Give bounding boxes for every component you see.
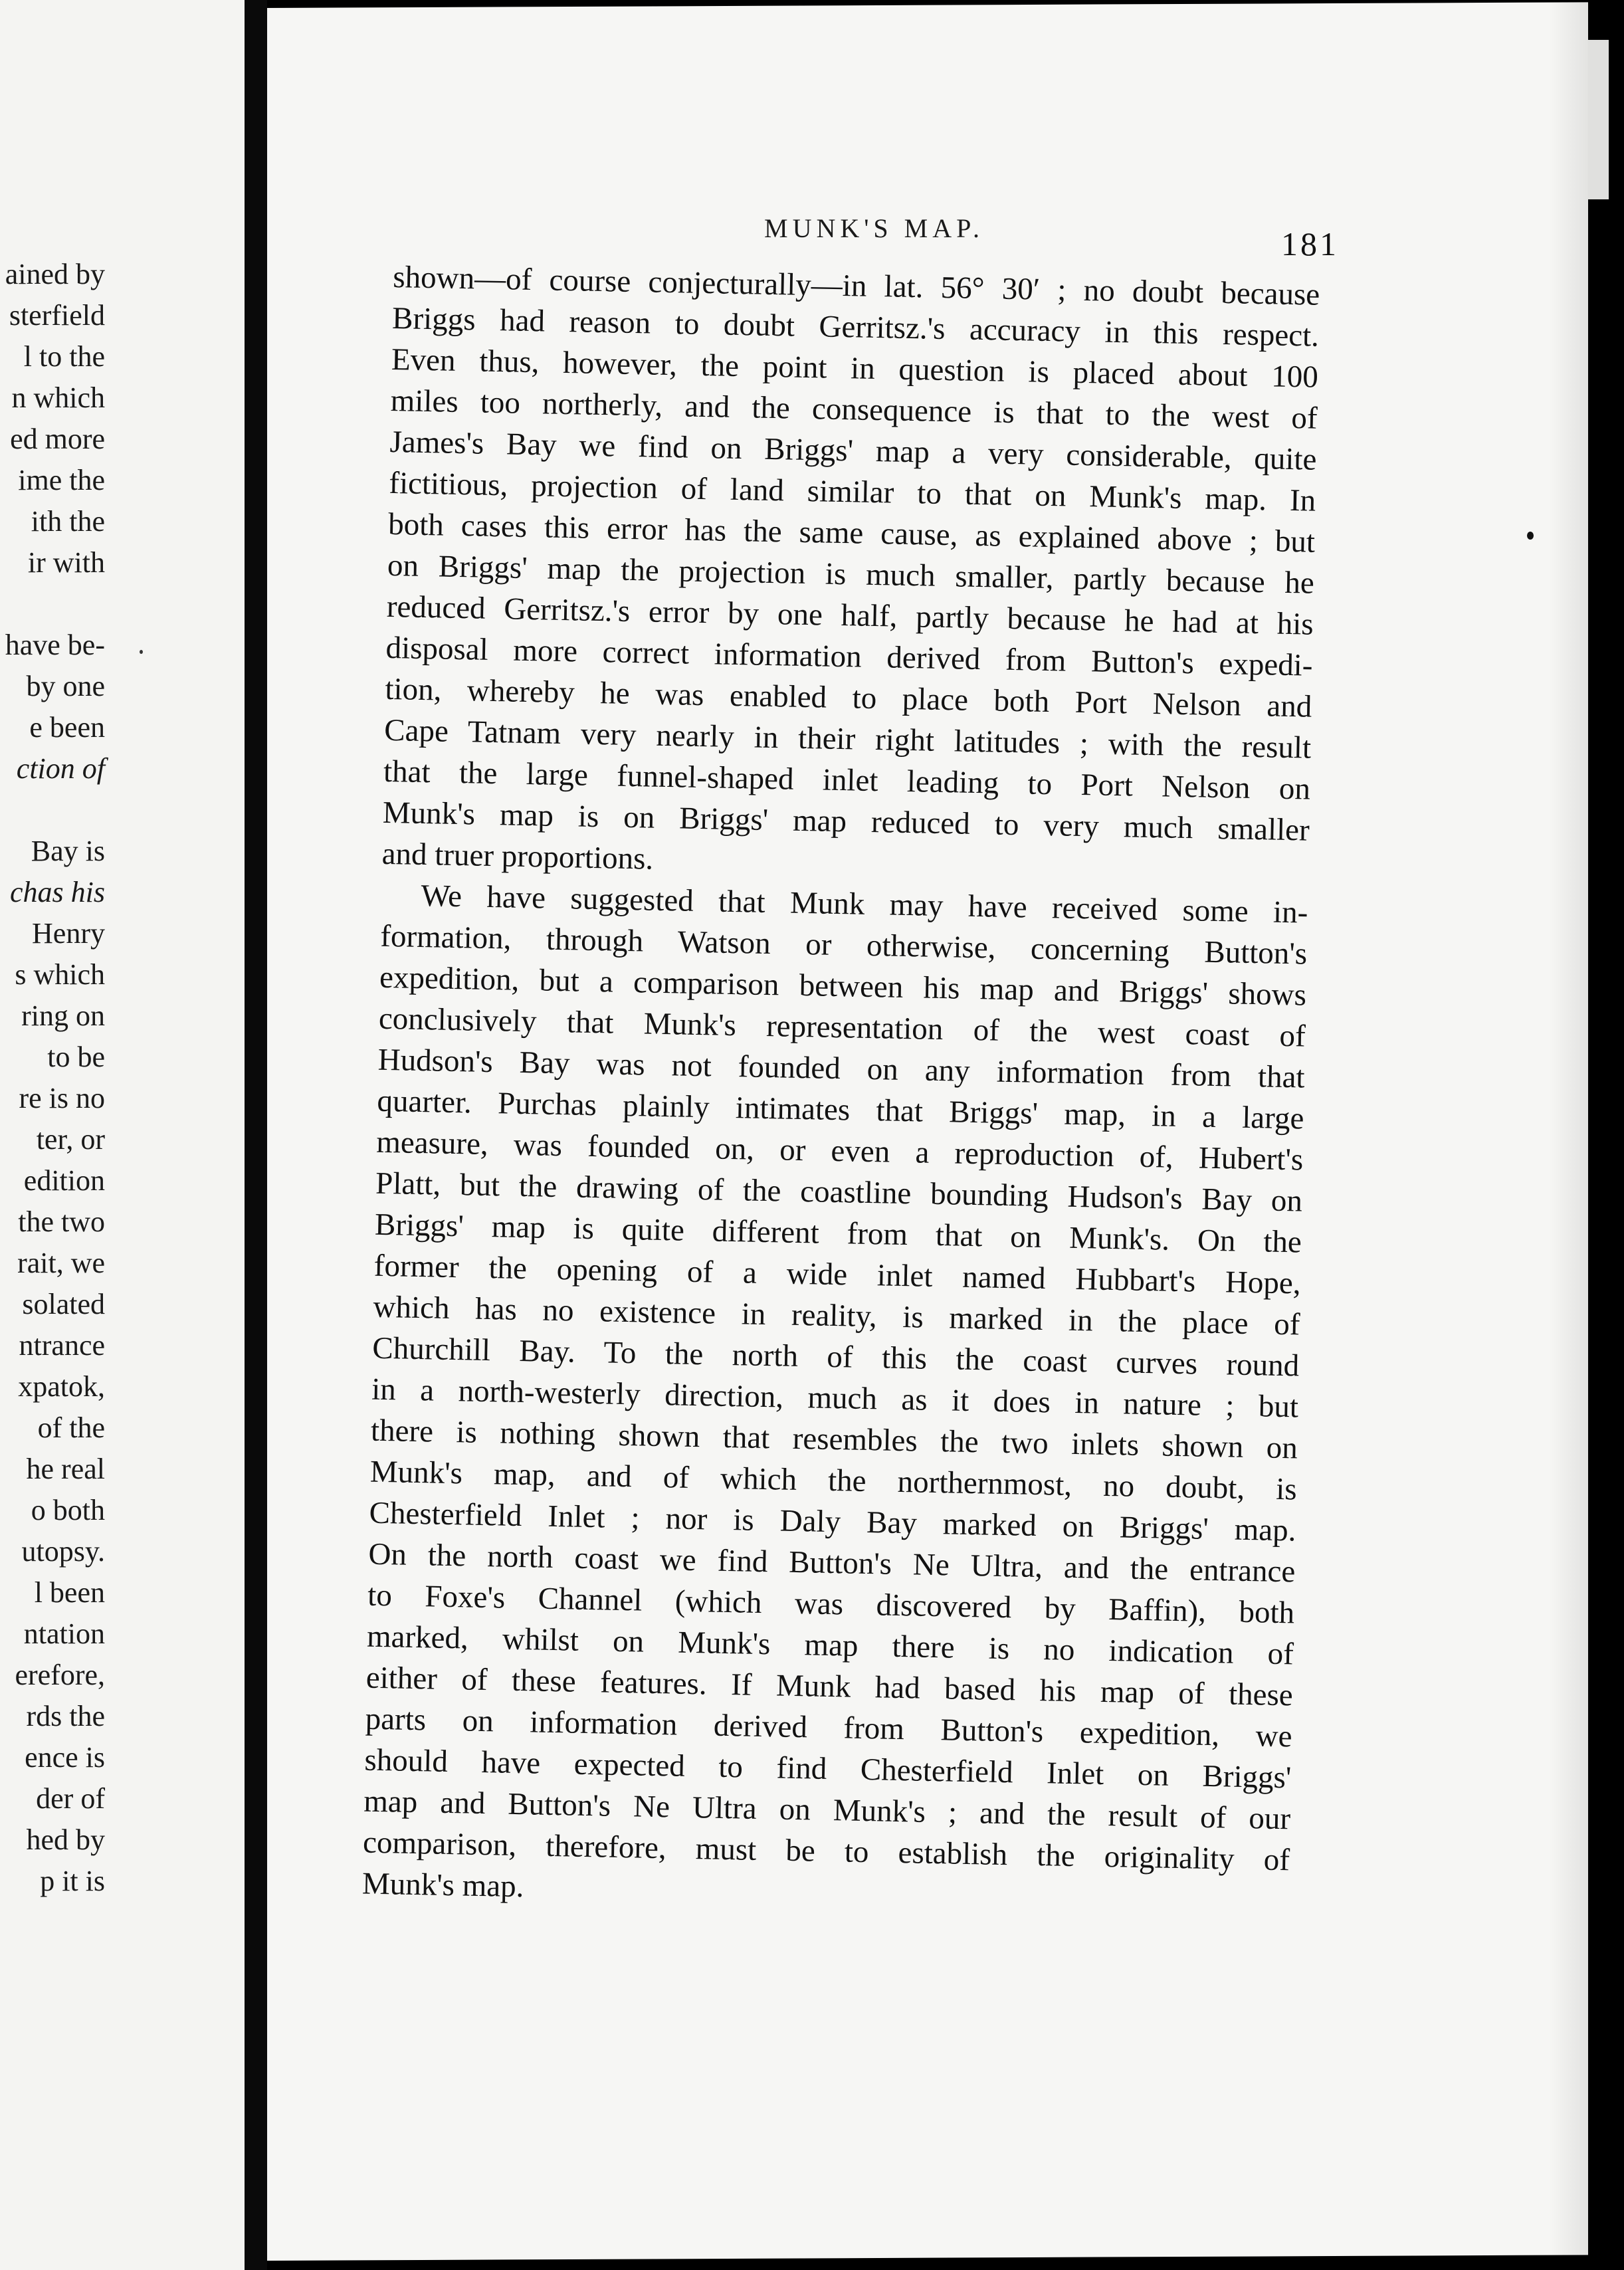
left-page-line: the two <box>18 1205 105 1238</box>
left-page-line: n which <box>11 381 105 414</box>
left-page-line: der of <box>36 1782 105 1815</box>
text-line: On the north coast we find Button's Ne Ultra, and the entrance <box>368 1536 1296 1590</box>
text-line: fictitious, projection of land similar to that on Munk's map. In <box>388 465 1316 518</box>
left-page-line: ter, or <box>36 1123 105 1156</box>
left-page-line: chas his <box>10 876 105 908</box>
text-line: either of these features. If Munk had based his map of these <box>365 1660 1294 1713</box>
left-page-line <box>0 583 105 625</box>
text-line: Platt, but the drawing of the coastline bounding Hudson's Bay on <box>375 1166 1303 1219</box>
left-page-line: ntrance <box>19 1329 105 1362</box>
left-page-line: e been <box>29 711 105 744</box>
left-page-line: have be- <box>5 629 105 661</box>
text-line: Hudson's Bay was not founded on any information from that <box>377 1042 1306 1095</box>
left-page-line: solated <box>22 1288 105 1320</box>
left-page-line <box>0 789 105 831</box>
text-line: measure, was founded on, or even a reproduction of, Hubert's <box>375 1124 1304 1178</box>
left-page-line: of the <box>37 1411 105 1444</box>
left-page-line: p it is <box>40 1865 105 1897</box>
left-page-line: ring on <box>21 999 105 1032</box>
text-line: that the large funnel-shaped inlet leading to Port Nelson on <box>383 754 1311 807</box>
left-page-line: xpatok, <box>18 1370 105 1403</box>
left-page-line: ime the <box>18 464 105 496</box>
left-page-line: l to the <box>23 340 105 373</box>
text-line: disposal more correct information derived from Button's expedi- <box>385 630 1313 683</box>
left-page-line: Bay is <box>31 835 105 867</box>
left-page-line: ained by <box>5 258 105 290</box>
text-line: quarter. Purchas plainly intimates that Briggs' map, in a large <box>377 1083 1304 1136</box>
left-page-fragment <box>0 0 246 2270</box>
left-page-line: hed by <box>26 1823 105 1856</box>
text-line: to Foxe's Channel (which was discovered by Baffin), both <box>367 1578 1295 1631</box>
left-page-line: s which <box>15 958 105 991</box>
text-line: map and Button's Ne Ultra on Munk's ; and the result of our <box>363 1784 1291 1837</box>
text-line: former the opening of a wide inlet named Hubbart's Hope, <box>373 1248 1302 1301</box>
left-page-line: he real <box>26 1453 105 1485</box>
text-line: miles too northerly, and the consequence is that to the west of <box>390 383 1318 436</box>
text-line: Munk's map is on Briggs' map reduced to very much smaller <box>382 795 1310 848</box>
text-line: should have expected to find Chesterfield Inlet on Briggs' <box>364 1742 1292 1796</box>
text-line: Cape Tatnam very nearly in their right latitudes ; with the result <box>383 712 1312 766</box>
left-page-line: rds the <box>26 1700 105 1732</box>
text-line: parts on information derived from Button's expedition, we <box>365 1701 1292 1754</box>
text-line: which has no existence in reality, is marked in the place of <box>373 1289 1300 1342</box>
text-line: on Briggs' map the projection is much smaller, partly because he <box>387 548 1315 601</box>
text-line: Chesterfield Inlet ; nor is Daly Bay marked on Briggs' map. <box>369 1495 1296 1548</box>
left-page-text <box>0 254 105 1902</box>
text-line: conclusively that Munk's representation of the west coast of <box>378 1001 1306 1054</box>
text-line: reduced Gerritsz.'s error by one half, partly because he had at his <box>386 589 1314 642</box>
text-line: shown—of course conjecturally—in lat. 56° 30′ ; no doubt because <box>392 259 1320 312</box>
left-page-line: ence is <box>25 1741 105 1774</box>
left-page-line: sterfield <box>9 299 105 332</box>
text-line: and truer proportions. <box>381 836 654 877</box>
text-line: Munk's map. <box>361 1866 524 1905</box>
left-page-line: l been <box>34 1576 105 1609</box>
left-page-line: erefore, <box>15 1659 105 1691</box>
text-line: Even thus, however, the point in question is placed about 100 <box>391 342 1319 395</box>
left-page-line: o both <box>31 1494 105 1526</box>
left-page-line: Henry <box>32 917 105 950</box>
text-line: comparison, therefore, must be to establish the originality of <box>362 1825 1290 1878</box>
left-page-line: edition <box>23 1164 105 1197</box>
text-line: Briggs had reason to doubt Gerritsz.'s accuracy in this respect. <box>391 300 1320 354</box>
left-page-line: rait, we <box>17 1247 105 1279</box>
left-page-line: ntation <box>23 1617 105 1650</box>
left-page-line: utopsy. <box>21 1535 105 1568</box>
page-number: 181 <box>1281 225 1339 262</box>
text-line: both cases this error has the same cause, as explained above ; but <box>387 506 1316 560</box>
text-line: James's Bay we find on Briggs' map a very considerable, quite <box>389 424 1317 477</box>
left-page-line: ith the <box>31 505 105 538</box>
ink-speck <box>140 650 143 654</box>
text-line: We have suggested that Munk may have received some in- <box>421 878 1308 930</box>
text-line: Churchill Bay. To the north of this the coast curves round <box>371 1330 1300 1384</box>
left-page-line: ir with <box>27 546 105 579</box>
body-text <box>361 257 1320 1922</box>
text-line: marked, whilst on Munk's map there is no indication of <box>366 1619 1294 1672</box>
left-page-line: ction of <box>16 752 105 785</box>
text-line: in a north-westerly direction, much as it does in nature ; but <box>371 1372 1299 1425</box>
ink-speck <box>1527 532 1534 540</box>
left-page-line: re is no <box>19 1082 105 1114</box>
running-head: MUNK'S MAP. <box>764 213 984 243</box>
text-line: tion, whereby he was enabled to place both Port Nelson and <box>385 671 1312 724</box>
left-page-line: ed more <box>10 423 105 455</box>
text-line: Munk's map, and of which the northernmost, no doubt, is <box>369 1454 1298 1507</box>
text-line: Briggs' map is quite different from that on Munk's. On the <box>374 1207 1302 1260</box>
text-line: there is nothing shown that resembles the two inlets shown on <box>370 1413 1298 1466</box>
left-page-line: by one <box>26 670 105 702</box>
left-page-line: to be <box>47 1041 105 1073</box>
book-gutter <box>245 0 267 2270</box>
text-line: formation, through Watson or otherwise, concerning Button's <box>379 918 1308 972</box>
text-line: expedition, but a comparison between his map and Briggs' shows <box>379 960 1307 1013</box>
page-shadow <box>1548 2 1588 2255</box>
